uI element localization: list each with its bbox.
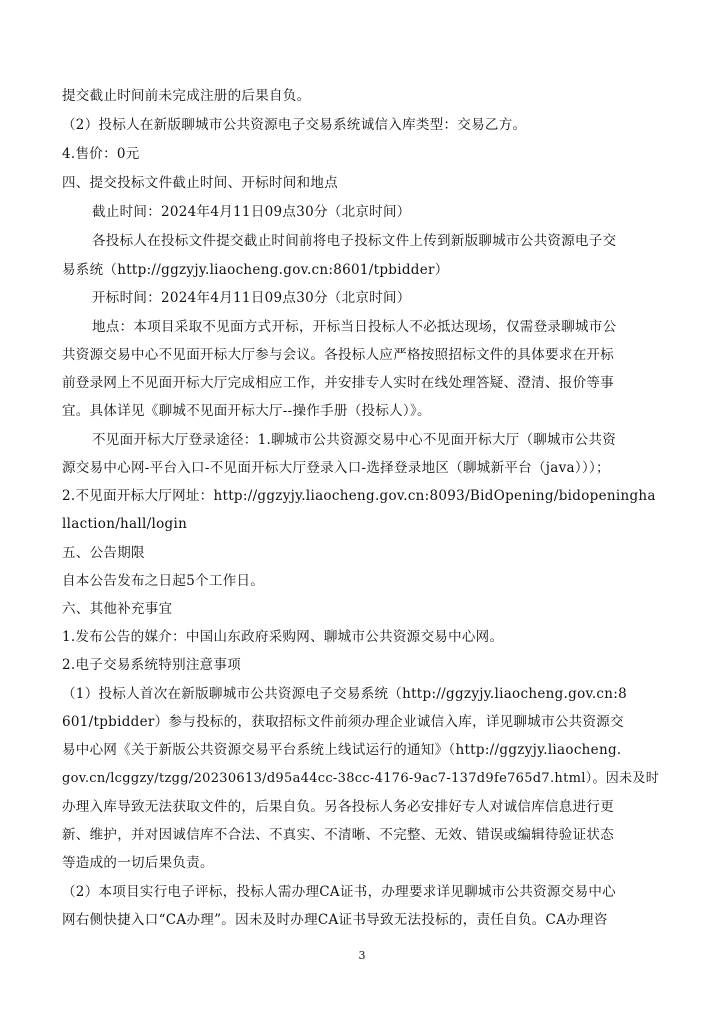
text-line: 1.发布公告的媒介：中国山东政府采购网、聊城市公共资源交易中心网。 xyxy=(62,629,504,645)
text-line: 宜。具体详见《聊城不见面开标大厅--操作手册（投标人）》。 xyxy=(62,403,431,419)
text-line: 各投标人在投标文件提交截止时间前将电子投标文件上传到新版聊城市公共资源电子交 xyxy=(92,233,617,249)
text-line: 4.售价：0元 xyxy=(62,146,140,162)
text-line: 网右侧快捷入口“CA办理”。因未及时办理CA证书导致无法投标的，责任自负。CA办理咨 xyxy=(62,912,608,928)
text-line: 共资源交易中心不见面开标大厅参与会议。各投标人应严格按照招标文件的具体要求在开标 xyxy=(62,347,614,363)
text-line: 2.不见面开标大厅网址：http://ggzyjy.liaocheng.gov.cn:8093/BidOpening/bidopeningha xyxy=(62,488,656,504)
text-line: 办理入库导致无法获取文件的，后果自负。另各投标人务必安排好专人对诚信库信息进行更 xyxy=(62,799,614,815)
page-number: 3 xyxy=(358,949,366,962)
text-line: 前登录网上不见面开标大厅完成相应工作，并安排专人实时在线处理答疑、澄清、报价等事 xyxy=(62,375,614,391)
text-line: llaction/hall/login xyxy=(62,516,188,532)
text-line: 自本公告发布之日起5个工作日。 xyxy=(62,573,265,589)
text-line: 601/tpbidder）参与投标的，获取招标文件前须办理企业诚信入库，详见聊城市公共资源交 xyxy=(62,714,624,730)
text-line: gov.cn/lcggzy/tzgg/20230613/d95a44cc-38cc-4176-9ac7-137d9fe765d7.html）。因未及时 xyxy=(62,771,659,786)
text-line: 截止时间：2024年4月11日09点30分（北京时间） xyxy=(92,204,411,220)
text-line: 等造成的一切后果负责。 xyxy=(62,855,214,871)
text-line: （1）投标人首次在新版聊城市公共资源电子交易系统（http://ggzyjy.liaocheng.gov.cn:8 xyxy=(62,686,628,702)
section-heading: 六、其他补充事宜 xyxy=(62,601,173,617)
text-line: 2.电子交易系统特别注意事项 xyxy=(62,657,242,673)
text-line: （2）投标人在新版聊城市公共资源电子交易系统诚信入库类型：交易乙方。 xyxy=(62,117,527,133)
text-line: 提交截止时间前未完成注册的后果自负。 xyxy=(62,88,311,104)
text-line: 开标时间：2024年4月11日09点30分（北京时间） xyxy=(92,290,411,306)
text-line: 易系统（http://ggzyjy.liaocheng.gov.cn:8601/tpbidder） xyxy=(62,262,449,278)
section-heading: 四、提交投标文件截止时间、开标时间和地点 xyxy=(62,175,338,191)
text-line: 地点：本项目采取不见面方式开标，开标当日投标人不必抵达现场，仅需登录聊城市公 xyxy=(92,319,617,335)
text-line: 新、维护，并对因诚信库不合法、不真实、不清晰、不完整、无效、错误或编辑待验证状态 xyxy=(62,827,614,843)
text-line: 易中心网《关于新版公共资源交易平台系统上线试运行的通知》（http://ggzyjy.liaocheng. xyxy=(62,742,622,758)
text-line: 不见面开标大厅登录途径：1.聊城市公共资源交易中心不见面开标大厅（聊城市公共资 xyxy=(92,432,617,448)
text-line: （2）本项目实行电子评标，投标人需办理CA证书，办理要求详见聊城市公共资源交易中心 xyxy=(62,884,616,900)
section-heading: 五、公告期限 xyxy=(62,545,145,561)
text-line: 源交易中心网-平台入口-不见面开标大厅登录入口-选择登录地区（聊城新平台（java）））； xyxy=(62,460,610,476)
